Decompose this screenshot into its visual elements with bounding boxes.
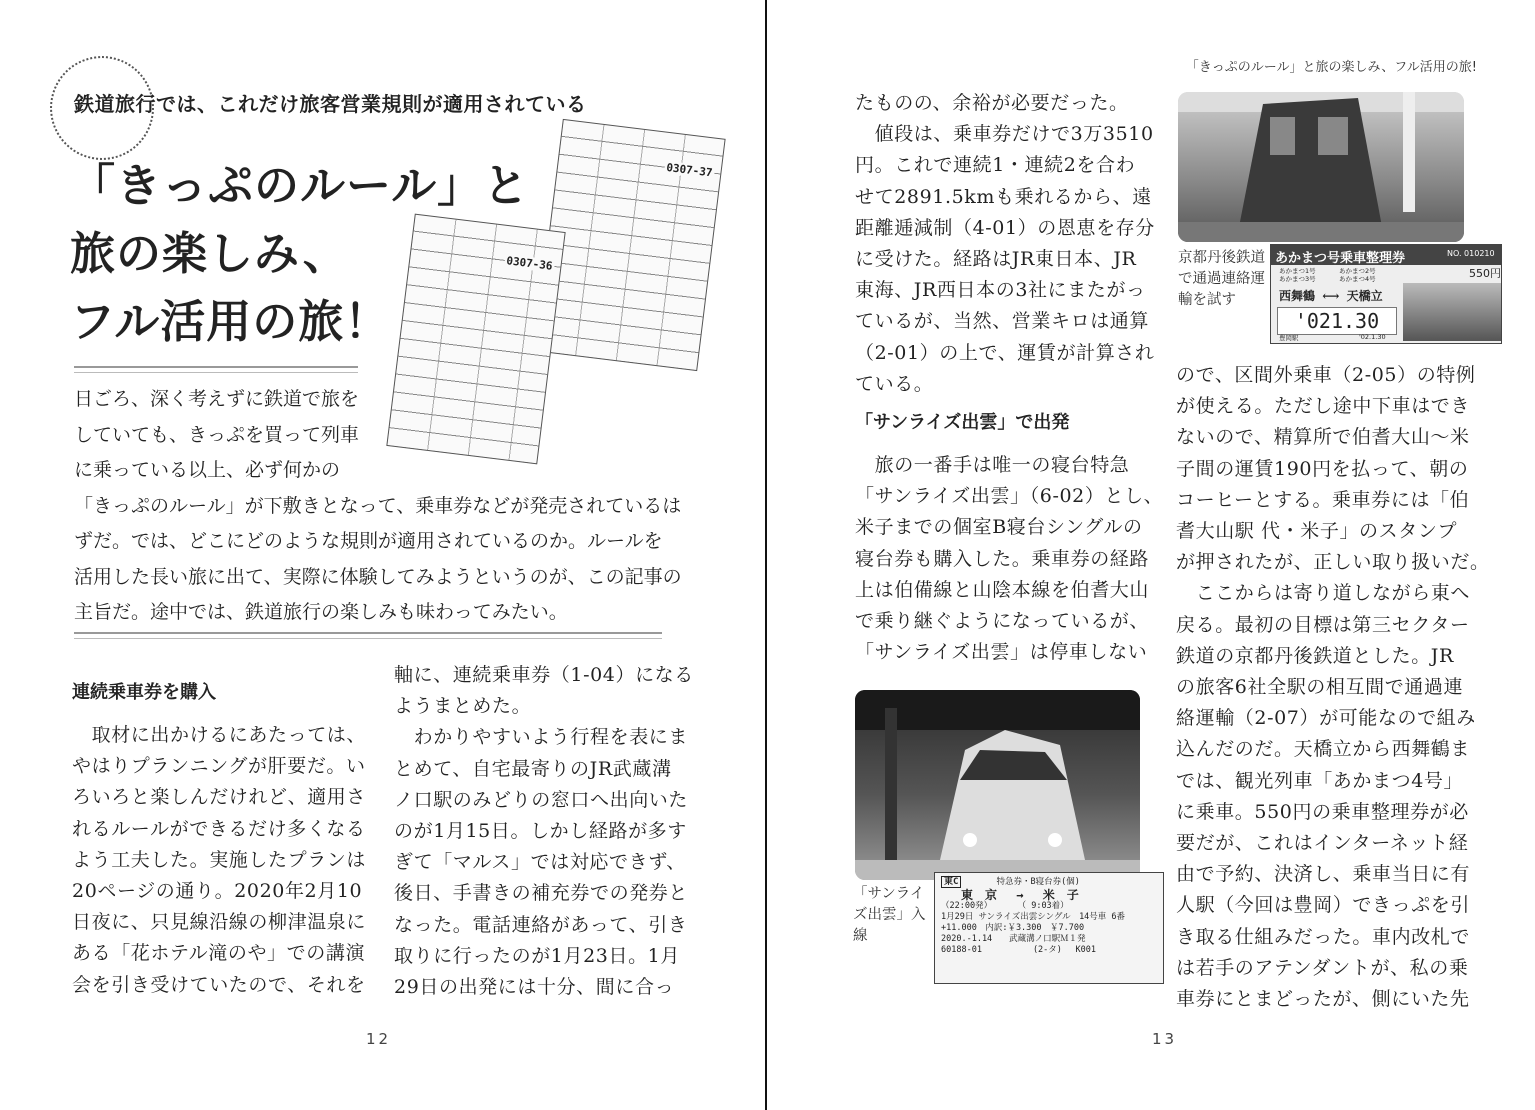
page-gutter-line — [765, 0, 767, 1110]
ticket-no-value: 010210 — [1464, 249, 1495, 258]
body-line: の旅客6社全駅の相互間で通過連 — [1176, 676, 1464, 699]
caption-line: 京都丹後鉄道 — [1178, 250, 1265, 266]
body-line: 東海、JR西日本の3社にまたがっ — [855, 279, 1146, 302]
body-line: ノ口駅のみどりの窓口へ出向いた — [394, 788, 689, 811]
lead-rule — [74, 632, 662, 639]
body-line: が押されたが、正しい取り扱いだ。 — [1176, 551, 1490, 574]
body-line: に受けた。経路はJR東日本、JR — [855, 248, 1137, 271]
ticket-no — [1447, 249, 1495, 258]
body-line: やはりプランニングが肝要だ。い — [72, 755, 366, 778]
body-line: わかりやすいよう行程を表にま — [394, 726, 689, 749]
body-line: 由で予約、決済し、乗車当日に有 — [1176, 863, 1471, 886]
body-line: よう工夫した。実施したプランは — [72, 848, 367, 871]
body-line: とめて、自宅最寄りのJR武蔵溝 — [394, 757, 672, 780]
body-line: 米子までの個室B寝台シングルの — [855, 516, 1143, 539]
section-heading: 連続乗車券を購入 — [72, 682, 216, 703]
body-line: のが1月15日。しかし経路が多す — [394, 820, 687, 843]
seat-option: あかまつ2号 — [1339, 267, 1376, 275]
body-line: ここからは寄り道しながら東へ — [1176, 582, 1471, 605]
body-line: 距離逓減制（4-01）の恩恵を存分 — [855, 216, 1155, 239]
lead-line: していても、きっぷを買って列車 — [74, 423, 360, 446]
body-line: せて2891.5kmも乗れるから、遠 — [855, 185, 1152, 208]
body-line: ので、区間外乗車（2-05）の特例 — [1176, 364, 1476, 386]
body-line: 日夜に、只見線沿線の柳津温泉に — [72, 911, 367, 934]
body-line: 子間の運賃190円を払って、朝の — [1176, 457, 1469, 480]
title-line: 旅の楽しみ、 — [70, 227, 349, 280]
body-column-2 — [394, 660, 694, 1003]
title-line: 「きっぷのルール」と — [70, 159, 530, 212]
ticket-arrow: ⟷ — [1322, 289, 1340, 303]
ticket-issue-station: 豊岡駅 — [1279, 334, 1299, 342]
body-line: 軸に、連続乗車券（1-04）になる — [394, 664, 694, 686]
lead-paragraph — [74, 382, 682, 631]
ticket-badge: 東C — [941, 876, 961, 888]
body-line: 後日、手書きの補充券での発券と — [394, 882, 689, 905]
body-line: き取る仕組みだった。車内改札で — [1176, 925, 1471, 948]
body-column-1 — [855, 88, 1155, 400]
ticket-title: あかまつ号乗車整理券 — [1275, 251, 1406, 266]
ticket-from: 東 京 — [961, 888, 998, 902]
body-line: 込んだのだ。天橋立から西舞鶴ま — [1176, 738, 1471, 761]
body-line: 値段は、乗車券だけで3万3510 — [855, 123, 1154, 146]
ticket-number: 0307-36 — [505, 254, 554, 273]
section-heading: 「サンライズ出雲」で出発 — [855, 412, 1070, 433]
tango-railway-photo — [1178, 92, 1464, 242]
ticket-line: （22:00発） （ 9:03着） — [941, 901, 1069, 911]
body-line: に乗車。550円の乗車整理券が必 — [1176, 800, 1469, 823]
body-line: ている。 — [855, 372, 934, 395]
body-line: 絡運輸（2-07）が可能なので組み — [1176, 707, 1476, 730]
body-line: ろいろと楽しんだけれど、適用さ — [72, 786, 367, 809]
body-line: 円。これで連続1・連続2を合わ — [855, 154, 1136, 177]
ticket-no-label: NO. — [1447, 249, 1462, 258]
kicker: 鉄道旅行では、これだけ旅客営業規則が適用されている — [74, 92, 587, 116]
body-line: ようまとめた。 — [394, 695, 532, 718]
body-line: なった。電話連絡があって、引き — [394, 913, 688, 936]
body-line: 車券にとまどったが、側にいた先 — [1176, 988, 1470, 1011]
lead-line: 活用した長い旅に出て、実際に体験してみようというのが、この記事の — [74, 565, 682, 588]
sunrise-izumo-photo — [855, 690, 1140, 880]
body-column-2 — [1176, 360, 1490, 1015]
ticket-stamp-date: '02.1.30 — [1359, 333, 1386, 341]
body-line: で乗り継ぐようになっているが、 — [855, 610, 1150, 633]
body-line: 20ページの通り。2020年2月10 — [72, 880, 363, 903]
body-line: 29日の出発には十分、間に合っ — [394, 976, 675, 999]
ticket-line: 2020.-1.14 武蔵溝ノ口駅Ｍ１発 — [941, 934, 1086, 944]
ticket-seat-grid — [1279, 267, 1399, 283]
title-line: フル活用の旅！ — [70, 295, 391, 348]
ticket-date: '021.30 — [1277, 307, 1397, 335]
title-rule — [74, 366, 358, 373]
body-line: ぎて「マルス」では対応できず、 — [394, 851, 686, 874]
body-line: 「サンライズ出雲」（6-02）とし、 — [855, 485, 1164, 508]
body-line: 寝台券も購入した。乗車券の経路 — [855, 547, 1150, 570]
body-line: （2-01）の上で、運賃が計算され — [855, 341, 1155, 364]
body-line: 取りに行ったのが1月23日。1月 — [394, 944, 680, 967]
body-line: では、観光列車「あかまつ4号」 — [1176, 769, 1464, 792]
train-illustration — [1178, 92, 1464, 242]
photo-caption-sunrise — [853, 884, 926, 947]
photo-caption-tango — [1178, 248, 1265, 311]
ticket-to: 米 子 — [1042, 888, 1079, 902]
ticket-arrow: → — [1016, 888, 1024, 902]
body-line: 要だが、これはインターネット経 — [1176, 832, 1469, 855]
train-front-illustration — [855, 690, 1140, 880]
body-line: 旅の一番手は唯一の寝台特急 — [855, 454, 1130, 476]
lead-line: 「きっぷのルール」が下敷きとなって、乗車券などが発売されているは — [74, 494, 682, 517]
ticket-header: 特急券・B寝台券(個) — [996, 877, 1080, 887]
body-line: 耆大山駅 代・米子」のスタンプ — [1176, 520, 1458, 543]
caption-line: で通過連絡運 — [1178, 271, 1265, 287]
body-column-1 — [72, 720, 366, 1001]
body-line: 人駅（今回は豊岡）できっぷを引 — [1176, 894, 1471, 917]
akamatsu-ticket — [1270, 244, 1502, 344]
seat-option: あかまつ3号 — [1279, 275, 1316, 283]
ticket-price: 550円 — [1469, 267, 1501, 280]
sunrise-izumo-ticket — [934, 872, 1164, 984]
body-line: 会を引き受けていたので、それを — [72, 973, 366, 996]
body-line: 鉄道の京都丹後鉄道とした。JR — [1176, 644, 1454, 667]
page-number: 13 — [1152, 1030, 1178, 1048]
ticket-from: 西舞鶴 — [1279, 289, 1316, 303]
caption-line: 線 — [853, 928, 868, 944]
page-number: 12 — [366, 1030, 392, 1048]
caption-line: ズ出雲」入 — [853, 907, 926, 923]
ticket-amount: +11.000 内訳:￥3.300 ￥7.700 — [941, 923, 1085, 933]
lead-line: 日ごろ、深く考えずに鉄道で旅を — [74, 388, 360, 410]
body-line: が使える。ただし途中下車はでき — [1176, 395, 1471, 418]
body-line: ないので、精算所で伯耆大山〜米 — [1176, 426, 1470, 449]
body-line: 取材に出かけるにあたっては、 — [72, 724, 367, 746]
body-line: ているが、当然、営業キロは通算 — [855, 310, 1150, 333]
body-column-1b — [855, 450, 1163, 668]
body-line: れるルールができるだけ多くなる — [72, 817, 366, 840]
body-line: ある「花ホテル滝のや」での講演 — [72, 942, 366, 965]
ticket-route — [961, 890, 1157, 901]
ticket-number: 0307-37 — [665, 160, 714, 180]
body-line: 上は伯備線と山陰本線を伯耆大山 — [855, 578, 1150, 601]
running-head: 「きっぷのルール」と旅の楽しみ、フル活用の旅! — [1185, 60, 1477, 75]
ticket-route — [1279, 287, 1383, 304]
ticket-to: 天橋立 — [1346, 289, 1383, 303]
body-line: 戻る。最初の目標は第三セクター — [1176, 613, 1470, 636]
caption-line: 「サンライ — [853, 886, 925, 902]
body-line: 「サンライズ出雲」は停車しない — [855, 641, 1148, 664]
seat-option: あかまつ1号 — [1279, 267, 1316, 275]
lead-line: に乗っている以上、必ず何かの — [74, 459, 341, 481]
ticket-line: 1月29日 サンライズ出雲シングル 14号車 6番 — [941, 912, 1126, 922]
body-line: は若手のアテンダントが、私の乗 — [1176, 956, 1469, 979]
lead-line: 主旨だ。途中では、鉄道旅行の楽しみも味わってみたい。 — [74, 601, 568, 623]
caption-line: 輸を試す — [1178, 292, 1236, 308]
lead-line: ずだ。では、どこにどのような規則が適用されているのか。ルールを — [74, 530, 663, 552]
train-thumbnail — [1403, 283, 1501, 341]
ticket-serial: 60188-01 (2-タ) K001 — [941, 945, 1096, 955]
seat-option: あかまつ4号 — [1339, 275, 1376, 283]
body-line: たものの、余裕が必要だった。 — [855, 92, 1129, 114]
body-line: コーヒーとする。乗車券には「伯 — [1176, 488, 1470, 511]
